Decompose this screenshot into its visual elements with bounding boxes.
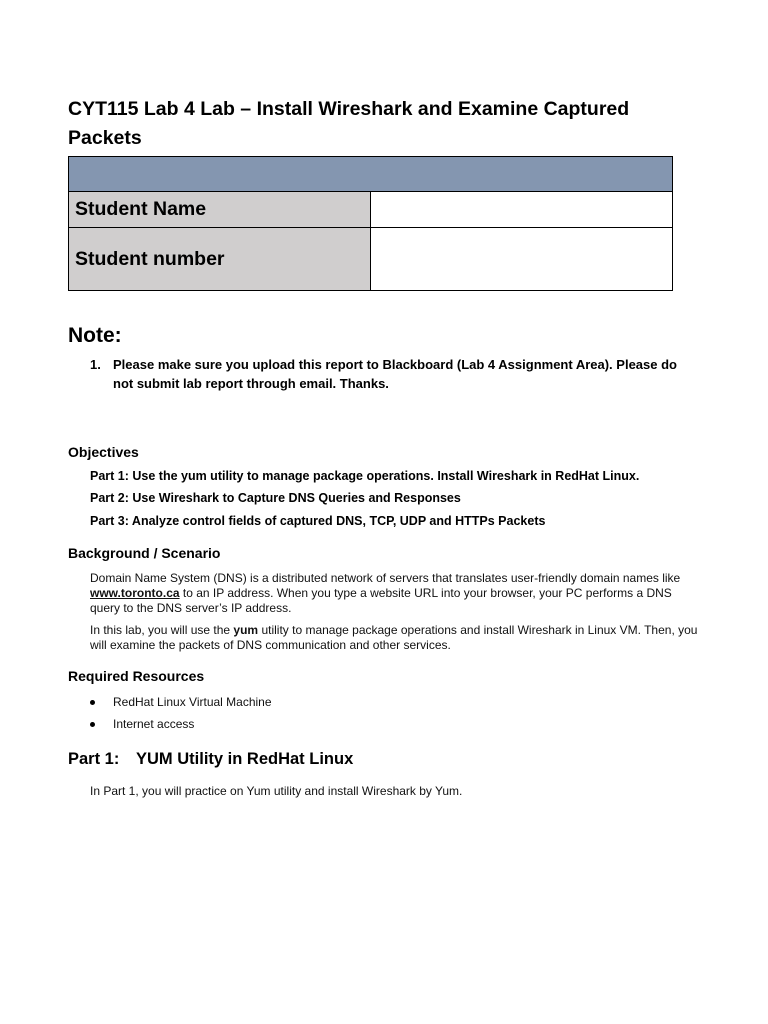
background-text: to an IP address. When you type a website URL into your browser, your PC performs a DNS query to the DNS server’s IP address. [90, 586, 672, 615]
yum-keyword: yum [233, 623, 259, 637]
background-text: In this lab, you will use the [90, 623, 234, 637]
background-text: utility to manage package operations and install Wireshark in Linux VM. Then, you will examine the packets of DNS communication and other services. [90, 623, 698, 652]
toronto-link[interactable]: www.toronto.ca [90, 586, 180, 600]
background-text: Domain Name System (DNS) is a distributed network of servers that translates user-friendly domain names like [90, 571, 681, 585]
part1-label: Part 1: [68, 750, 120, 768]
objectives-heading: Objectives [68, 444, 139, 460]
note-item [90, 356, 700, 393]
resource-item [90, 716, 272, 738]
student-name-row [69, 192, 673, 228]
note-item-text: Please make sure you upload this report to Blackboard (Lab 4 Assignment Area). Please do not submit lab report through email. Thanks. [113, 357, 677, 391]
student-number-label: Student number [69, 228, 371, 291]
objective-item: Part 1: Use the yum utility to manage package operations. Install Wireshark in RedHat Linux. [90, 469, 640, 483]
bullet-icon [90, 722, 95, 727]
note-item-number: 1. [90, 357, 101, 372]
resource-item [90, 694, 272, 716]
objective-item: Part 3: Analyze control fields of captured DNS, TCP, UDP and HTTPs Packets [90, 514, 546, 528]
student-number-field[interactable] [371, 228, 673, 291]
part1-title: YUM Utility in RedHat Linux [136, 750, 354, 768]
objective-item: Part 2: Use Wireshark to Capture DNS Queries and Responses [90, 491, 461, 505]
background-paragraph-1 [90, 571, 705, 616]
student-number-row [69, 228, 673, 291]
resource-item-text: Internet access [113, 717, 195, 731]
table-header-cell [69, 157, 673, 192]
student-name-label: Student Name [69, 192, 371, 228]
part1-paragraph: In Part 1, you will practice on Yum utility and install Wireshark by Yum. [90, 784, 463, 798]
part1-heading [68, 750, 353, 769]
table-header-row [69, 157, 673, 192]
background-paragraph-2 [90, 623, 705, 653]
student-info-table [68, 156, 673, 291]
note-list [90, 356, 700, 393]
background-heading: Background / Scenario [68, 545, 221, 561]
note-heading: Note: [68, 324, 122, 347]
resource-item-text: RedHat Linux Virtual Machine [113, 695, 272, 709]
resources-heading: Required Resources [68, 668, 205, 684]
bullet-icon [90, 700, 95, 705]
resources-list [90, 694, 272, 738]
document-title: CYT115 Lab 4 Lab – Install Wireshark and Examine Captured Packets [68, 98, 630, 149]
student-name-field[interactable] [371, 192, 673, 228]
